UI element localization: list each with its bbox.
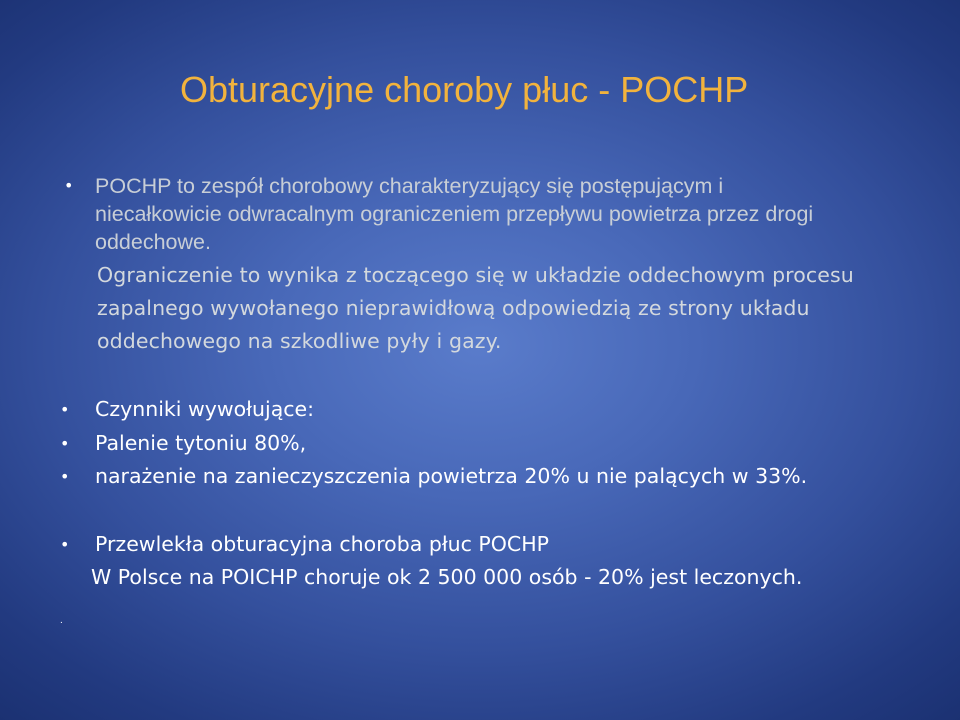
bullet-icon: •	[60, 400, 70, 419]
disease-name: Przewlekła obturacyjna choroba płuc POCHP	[95, 532, 550, 556]
factors-heading: Czynniki wywołujące:	[95, 397, 315, 421]
stray-mark: .	[60, 615, 63, 626]
bullet-icon: •	[60, 467, 70, 486]
bullet-icon: •	[60, 535, 70, 554]
factor-smoking: Palenie tytoniu 80%,	[95, 431, 307, 455]
explanation-paragraph: Ograniczenie to wynika z toczącego się w układzie oddechowym procesu zapalnego wywołanego nieprawidłową odpowiedzią ze strony układu oddechowego na szkodliwe pyły i gazy.	[97, 263, 854, 353]
bullet-icon: •	[60, 434, 70, 453]
factor-pollution: narażenie na zanieczyszczenia powietrza 20% u nie palących w 33%.	[95, 464, 808, 488]
bullet-icon: •	[64, 176, 74, 195]
slide-title: Obturacyjne choroby płuc - POCHP	[180, 69, 749, 110]
poland-statistics: W Polsce na POICHP choruje ok 2 500 000 osób - 20% jest leczonych.	[91, 565, 803, 589]
definition-paragraph: POCHP to zespół chorobowy charakteryzujący się postępującym i niecałkowicie odwracalnym ograniczeniem przepływu powietrza przez drogi oddechowe.	[95, 174, 814, 254]
